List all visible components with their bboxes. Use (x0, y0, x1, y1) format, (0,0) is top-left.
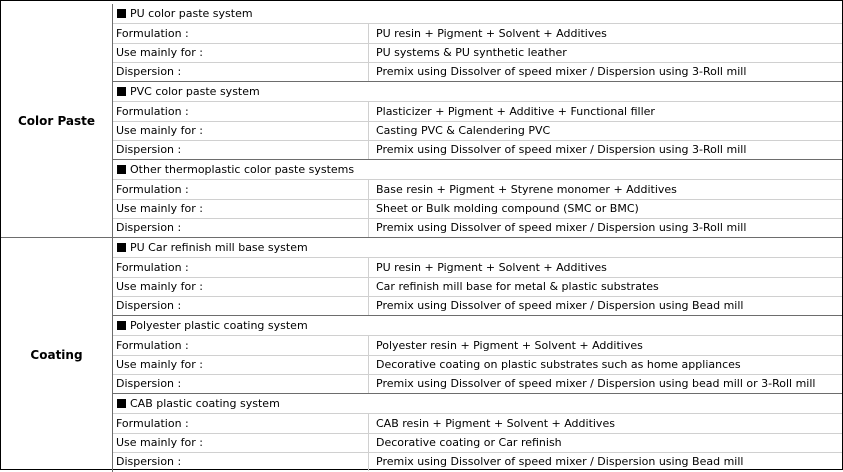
row-value: PU systems & PU synthetic leather (376, 46, 567, 59)
table-row (113, 258, 842, 278)
system-title-text: CAB plastic coating system (130, 397, 280, 410)
system-title (113, 160, 842, 180)
table-row (113, 24, 842, 44)
row-key: Dispersion : (113, 62, 369, 81)
table-row (113, 43, 842, 63)
category-label: Color Paste (17, 113, 96, 128)
row-value: Plasticizer + Pigment + Additive + Functional filler (376, 105, 655, 118)
row-value: Premix using Dissolver of speed mixer / Dispersion using 3-Roll mill (376, 143, 747, 156)
system-title-text: Polyester plastic coating system (130, 319, 308, 332)
row-key: Use mainly for : (113, 277, 369, 296)
table-row (113, 336, 842, 356)
table-row (113, 296, 842, 315)
table-row (113, 374, 842, 393)
row-key: Formulation : (113, 24, 369, 43)
row-key: Use mainly for : (113, 121, 369, 140)
table-row (113, 452, 842, 471)
row-value: CAB resin + Pigment + Solvent + Additives (376, 417, 615, 430)
row-value: Polyester resin + Pigment + Solvent + Additives (376, 339, 643, 352)
system-block (113, 160, 842, 238)
row-value: Decorative coating on plastic substrates such as home appliances (376, 358, 741, 371)
square-bullet-icon (117, 321, 126, 330)
row-key: Use mainly for : (113, 355, 369, 374)
row-key: Formulation : (113, 258, 369, 277)
category-color-paste (1, 4, 842, 238)
table-row (113, 121, 842, 141)
system-title (113, 394, 842, 414)
row-key: Dispersion : (113, 452, 369, 471)
category-systems (112, 4, 842, 237)
system-block (113, 316, 842, 394)
table-row (113, 433, 842, 453)
row-key: Dispersion : (113, 374, 369, 393)
row-value: PU resin + Pigment + Solvent + Additives (376, 27, 607, 40)
row-key: Formulation : (113, 102, 369, 121)
square-bullet-icon (117, 399, 126, 408)
table-row (113, 414, 842, 434)
row-key: Formulation : (113, 336, 369, 355)
table-row (113, 62, 842, 81)
category-label: Coating (30, 348, 83, 362)
table-row (113, 277, 842, 297)
row-value: Casting PVC & Calendering PVC (376, 124, 551, 137)
row-value: Premix using Dissolver of speed mixer / Dispersion using 3-Roll mill (376, 221, 747, 234)
system-title (113, 4, 842, 24)
system-block (113, 4, 842, 82)
system-title (113, 316, 842, 336)
row-key: Formulation : (113, 180, 369, 199)
row-value: Premix using Dissolver of speed mixer / Dispersion using Bead mill (376, 455, 744, 468)
system-title-text: PVC color paste system (130, 85, 260, 98)
system-block (113, 238, 842, 316)
row-key: Dispersion : (113, 140, 369, 159)
row-value: Premix using Dissolver of speed mixer / Dispersion using 3-Roll mill (376, 65, 747, 78)
system-title-text: PU color paste system (130, 7, 253, 20)
row-value: Car refinish mill base for metal & plastic substrates (376, 280, 659, 293)
row-key: Use mainly for : (113, 433, 369, 452)
table-row (113, 199, 842, 219)
table-row (113, 355, 842, 375)
system-title-text: PU Car refinish mill base system (130, 241, 308, 254)
row-value: Decorative coating or Car refinish (376, 436, 562, 449)
row-value: Premix using Dissolver of speed mixer / Dispersion using bead mill or 3-Roll mill (376, 377, 816, 390)
category-coating (1, 238, 842, 472)
table-row (113, 102, 842, 122)
row-key: Use mainly for : (113, 43, 369, 62)
system-title (113, 82, 842, 102)
square-bullet-icon (117, 87, 126, 96)
system-block (113, 82, 842, 160)
square-bullet-icon (117, 165, 126, 174)
row-value: Base resin + Pigment + Styrene monomer + Additives (376, 183, 677, 196)
system-block (113, 394, 842, 472)
row-value: PU resin + Pigment + Solvent + Additives (376, 261, 607, 274)
table-row (113, 180, 842, 200)
row-key: Dispersion : (113, 296, 369, 315)
row-value: Premix using Dissolver of speed mixer / Dispersion using Bead mill (376, 299, 744, 312)
table-row (113, 140, 842, 159)
row-key: Formulation : (113, 414, 369, 433)
row-key: Dispersion : (113, 218, 369, 237)
category-systems (112, 238, 842, 472)
table-row (113, 218, 842, 237)
system-title-text: Other thermoplastic color paste systems (130, 163, 355, 176)
row-value: Sheet or Bulk molding compound (SMC or BMC) (376, 202, 639, 215)
row-key: Use mainly for : (113, 199, 369, 218)
square-bullet-icon (117, 243, 126, 252)
system-title (113, 238, 842, 258)
square-bullet-icon (117, 9, 126, 18)
